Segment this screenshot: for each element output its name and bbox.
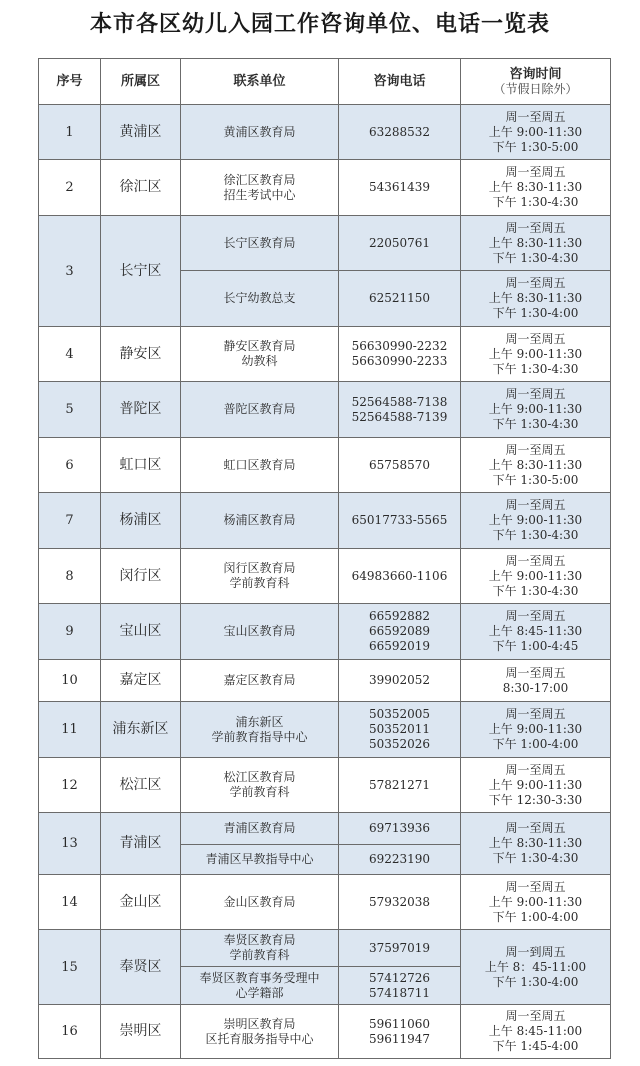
row-time: 周一至周五 上午 9:00-11:30 下午 1:30-4:30 — [461, 327, 611, 382]
row-phone: 22050761 — [339, 216, 461, 271]
table-row — [39, 382, 611, 438]
row-no: 1 — [39, 105, 101, 160]
row-unit: 松江区教育局 学前教育科 — [181, 758, 339, 813]
row-phone: 50352005 50352011 50352026 — [339, 702, 461, 758]
row-unit: 奉贤区教育局 学前教育科 — [181, 930, 339, 967]
row-unit: 虹口区教育局 — [181, 438, 339, 493]
row-no: 15 — [39, 930, 101, 1005]
row-district: 崇明区 — [101, 1005, 181, 1059]
row-district: 松江区 — [101, 758, 181, 813]
row-time: 周一至周五 上午 9:00-11:30 下午 1:00-4:00 — [461, 875, 611, 930]
table-header-row — [39, 59, 611, 105]
row-unit: 杨浦区教育局 — [181, 493, 339, 549]
row-phone: 64983660-1106 — [339, 549, 461, 604]
row-district: 金山区 — [101, 875, 181, 930]
row-time: 周一至周五 上午 9:00-11:30 下午 1:30-4:30 — [461, 493, 611, 549]
row-time: 周一至周五 上午 8:30-11:30 下午 1:30-4:00 — [461, 271, 611, 327]
row-time: 周一至周五 上午 9:00-11:30 下午 1:30-4:30 — [461, 382, 611, 438]
row-no: 7 — [39, 493, 101, 549]
table-row — [39, 1005, 611, 1059]
table-row — [39, 216, 611, 271]
row-phone: 57932038 — [339, 875, 461, 930]
row-phone: 59611060 59611947 — [339, 1005, 461, 1059]
table-row — [39, 758, 611, 813]
row-no: 4 — [39, 327, 101, 382]
header-district: 所属区 — [101, 59, 181, 105]
row-district: 奉贤区 — [101, 930, 181, 1005]
row-phone: 37597019 — [339, 930, 461, 967]
header-no: 序号 — [39, 59, 101, 105]
row-phone: 63288532 — [339, 105, 461, 160]
row-no: 11 — [39, 702, 101, 758]
row-no: 14 — [39, 875, 101, 930]
row-district: 普陀区 — [101, 382, 181, 438]
table-row — [39, 604, 611, 660]
row-unit: 长宁幼教总支 — [181, 271, 339, 327]
row-district: 闵行区 — [101, 549, 181, 604]
row-time: 周一至周五 上午 9:00-11:30 下午 1:30-4:30 — [461, 549, 611, 604]
table-row — [39, 327, 611, 382]
row-district: 宝山区 — [101, 604, 181, 660]
table-row — [39, 702, 611, 758]
row-time: 周一至周五 上午 8:45-11:00 下午 1:45-4:00 — [461, 1005, 611, 1059]
row-time: 周一至周五 上午 8:30-11:30 下午 1:30-4:30 — [461, 160, 611, 216]
row-unit: 徐汇区教育局 招生考试中心 — [181, 160, 339, 216]
row-phone: 62521150 — [339, 271, 461, 327]
table-row — [39, 660, 611, 702]
row-phone: 54361439 — [339, 160, 461, 216]
row-time: 周一至周五 上午 9:00-11:30 下午 12:30-3:30 — [461, 758, 611, 813]
row-unit: 长宁区教育局 — [181, 216, 339, 271]
row-district: 黄浦区 — [101, 105, 181, 160]
row-no: 12 — [39, 758, 101, 813]
row-unit: 普陀区教育局 — [181, 382, 339, 438]
row-time: 周一至周五 上午 8:45-11:30 下午 1:00-4:45 — [461, 604, 611, 660]
header-phone: 咨询电话 — [339, 59, 461, 105]
row-phone: 69713936 — [339, 813, 461, 845]
row-phone: 56630990-2232 56630990-2233 — [339, 327, 461, 382]
row-unit: 青浦区早教指导中心 — [181, 845, 339, 875]
row-unit: 金山区教育局 — [181, 875, 339, 930]
row-phone: 69223190 — [339, 845, 461, 875]
header-time-label: 咨询时间 — [509, 66, 562, 82]
row-district: 杨浦区 — [101, 493, 181, 549]
table-row — [39, 105, 611, 160]
page-title: 本市各区幼儿入园工作咨询单位、电话一览表 — [89, 11, 550, 37]
row-no: 5 — [39, 382, 101, 438]
table-row — [39, 813, 611, 845]
row-district: 静安区 — [101, 327, 181, 382]
table-row — [39, 875, 611, 930]
row-unit: 奉贤区教育事务受理中 心学籍部 — [181, 967, 339, 1005]
row-phone: 52564588-7138 52564588-7139 — [339, 382, 461, 438]
row-no: 6 — [39, 438, 101, 493]
table-row — [39, 549, 611, 604]
row-unit: 静安区教育局 幼教科 — [181, 327, 339, 382]
row-phone: 57821271 — [339, 758, 461, 813]
row-district: 青浦区 — [101, 813, 181, 875]
row-no: 13 — [39, 813, 101, 875]
row-district: 长宁区 — [101, 216, 181, 327]
header-unit: 联系单位 — [181, 59, 339, 105]
row-unit: 嘉定区教育局 — [181, 660, 339, 702]
row-no: 16 — [39, 1005, 101, 1059]
table-row — [39, 160, 611, 216]
row-time: 周一至周五 上午 9:00-11:30 下午 1:30-5:00 — [461, 105, 611, 160]
row-district: 虹口区 — [101, 438, 181, 493]
row-district: 嘉定区 — [101, 660, 181, 702]
row-no: 3 — [39, 216, 101, 327]
row-time: 周一至周五 8:30-17:00 — [461, 660, 611, 702]
row-no: 8 — [39, 549, 101, 604]
row-no: 2 — [39, 160, 101, 216]
row-time: 周一到周五 上午 8：45-11:00 下午 1:30-4:00 — [461, 930, 611, 1005]
row-no: 10 — [39, 660, 101, 702]
header-time — [461, 59, 611, 105]
row-phone: 66592882 66592089 66592019 — [339, 604, 461, 660]
row-district: 徐汇区 — [101, 160, 181, 216]
row-unit: 闵行区教育局 学前教育科 — [181, 549, 339, 604]
row-phone: 65758570 — [339, 438, 461, 493]
row-time: 周一至周五 上午 8:30-11:30 下午 1:30-4:30 — [461, 216, 611, 271]
header-time-note: （节假日除外） — [493, 81, 578, 96]
row-unit: 崇明区教育局 区托育服务指导中心 — [181, 1005, 339, 1059]
table-row — [39, 930, 611, 967]
row-unit: 宝山区教育局 — [181, 604, 339, 660]
row-phone: 57412726 57418711 — [339, 967, 461, 1005]
table-row — [39, 438, 611, 493]
row-no: 9 — [39, 604, 101, 660]
row-time: 周一至周五 上午 8:30-11:30 下午 1:30-4:30 — [461, 813, 611, 875]
table-row — [39, 493, 611, 549]
row-unit: 青浦区教育局 — [181, 813, 339, 845]
row-unit: 浦东新区 学前教育指导中心 — [181, 702, 339, 758]
row-unit: 黄浦区教育局 — [181, 105, 339, 160]
row-time: 周一至周五 上午 9:00-11:30 下午 1:00-4:00 — [461, 702, 611, 758]
row-district: 浦东新区 — [101, 702, 181, 758]
consultation-table — [38, 58, 611, 1059]
row-time: 周一至周五 上午 8:30-11:30 下午 1:30-5:00 — [461, 438, 611, 493]
row-phone: 65017733-5565 — [339, 493, 461, 549]
row-phone: 39902052 — [339, 660, 461, 702]
